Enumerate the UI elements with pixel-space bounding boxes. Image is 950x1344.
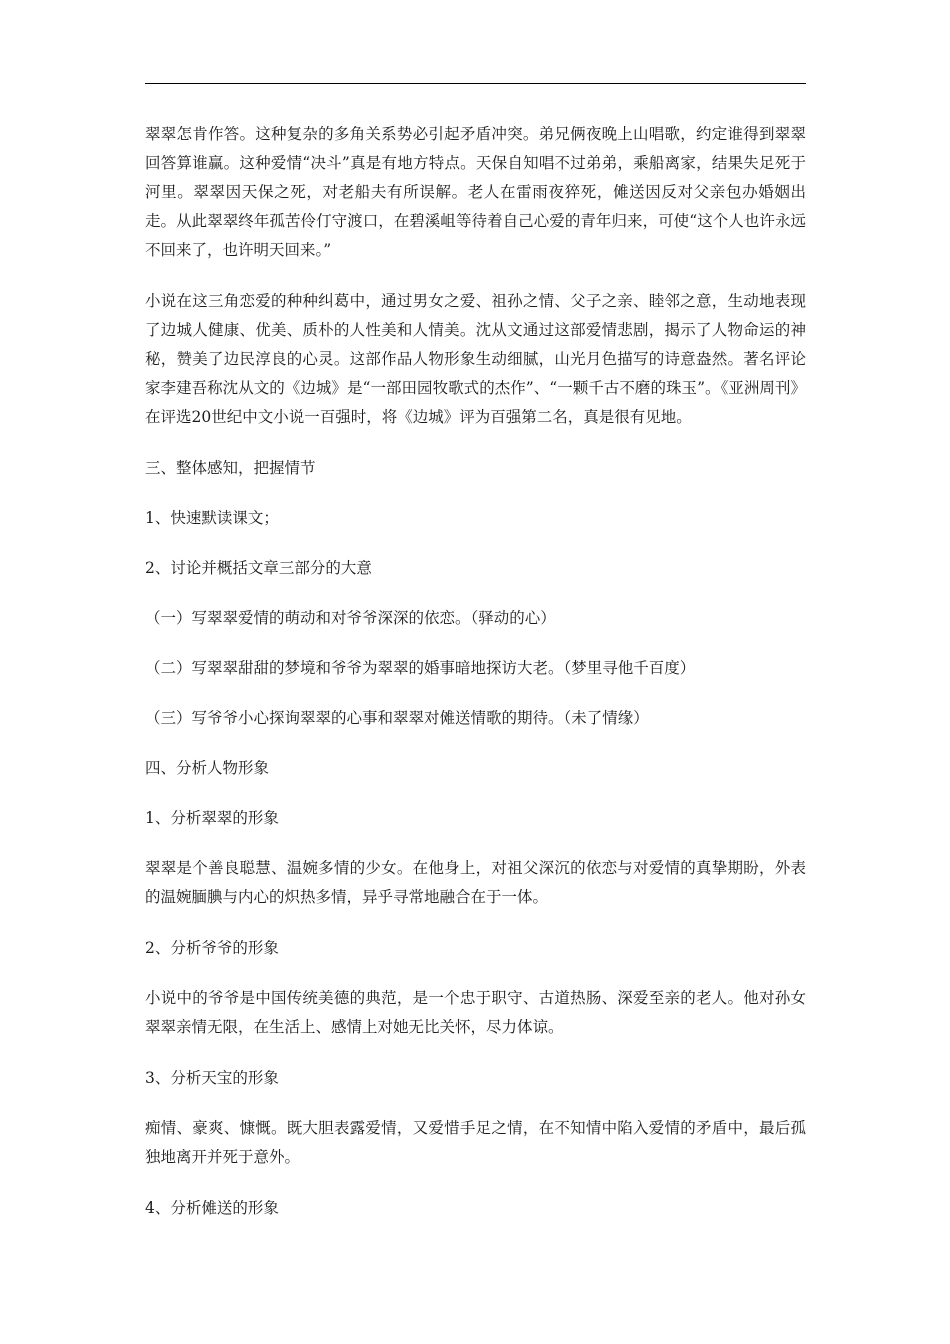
paragraph-grandpa: 小说中的爷爷是中国传统美德的典范，是一个忠于职守、古道热肠、深爱至亲的老人。他对孙女翠翠亲情无限，在生活上、感情上对她无比关怀，尽力体谅。: [145, 989, 806, 1036]
subheading-nuosong: 4、分析傩送的形象: [145, 1199, 279, 1217]
section-heading-character-analysis: 四、分析人物形象: [145, 759, 270, 777]
list-item-read-text: 1、快速默读课文；: [145, 509, 279, 527]
subheading-grandpa: 2、分析爷爷的形象: [145, 939, 279, 957]
section-heading-overall-perception: 三、整体感知，把握情节: [145, 459, 316, 477]
header-rule: [145, 83, 806, 84]
document-body: [145, 120, 806, 1244]
paragraph-tianbao: 痴情、豪爽、慷慨。既大胆表露爱情，又爱惜手足之情，在不知情中陷入爱情的矛盾中，最后孤独地离开并死于意外。: [145, 1119, 806, 1166]
part-three-summary: （三）写爷爷小心探询翠翠的心事和翠翠对傩送情歌的期待。（未了情缘）: [145, 709, 649, 727]
paragraph-novel-evaluation: 小说在这三角恋爱的种种纠葛中，通过男女之爱、祖孙之情、父子之亲、睦邻之意，生动地表现了边城人健康、优美、质朴的人性美和人情美。沈从文通过这部爱情悲剧，揭示了人物命运的神秘，赞美了边民淳良的心灵。这部作品人物形象生动细腻，山光月色描写的诗意盎然。著名评论家李建吾称沈从文的《边城》是“一部田园牧歌式的杰作”、“一颗千古不磨的珠玉”。《亚洲周刊》在评选20世纪中文小说一百强时，将《边城》评为百强第二名，真是很有见地。: [145, 292, 806, 426]
part-two-summary: （二）写翠翠甜甜的梦境和爷爷为翠翠的婚事暗地探访大老。（梦里寻他千百度）: [145, 659, 696, 677]
subheading-tianbao: 3、分析天宝的形象: [145, 1069, 279, 1087]
part-one-summary: （一）写翠翠爱情的萌动和对爷爷深深的依恋。（驿动的心）: [145, 609, 556, 627]
paragraph-cuicui: 翠翠是个善良聪慧、温婉多情的少女。在他身上，对祖父深沉的依恋与对爱情的真挚期盼，外表的温婉腼腆与内心的炽热多情，异乎寻常地融合在于一体。: [145, 859, 806, 906]
list-item-discuss-parts: 2、讨论并概括文章三部分的大意: [145, 559, 372, 577]
paragraph-plot-summary: 翠翠怎肯作答。这种复杂的多角关系势必引起矛盾冲突。弟兄俩夜晚上山唱歌，约定谁得到翠翠回答算谁赢。这种爱情“决斗”真是有地方特点。天保自知唱不过弟弟，乘船离家，结果失足死于河里。翠翠因天保之死，对老船夫有所误解。老人在雷雨夜猝死，傩送因反对父亲包办婚姻出走。从此翠翠终年孤苦伶仃守渡口，在碧溪岨等待着自己心爱的青年归来，可使“这个人也许永远不回来了，也许明天回来。”: [145, 125, 806, 259]
subheading-cuicui: 1、分析翠翠的形象: [145, 809, 279, 827]
